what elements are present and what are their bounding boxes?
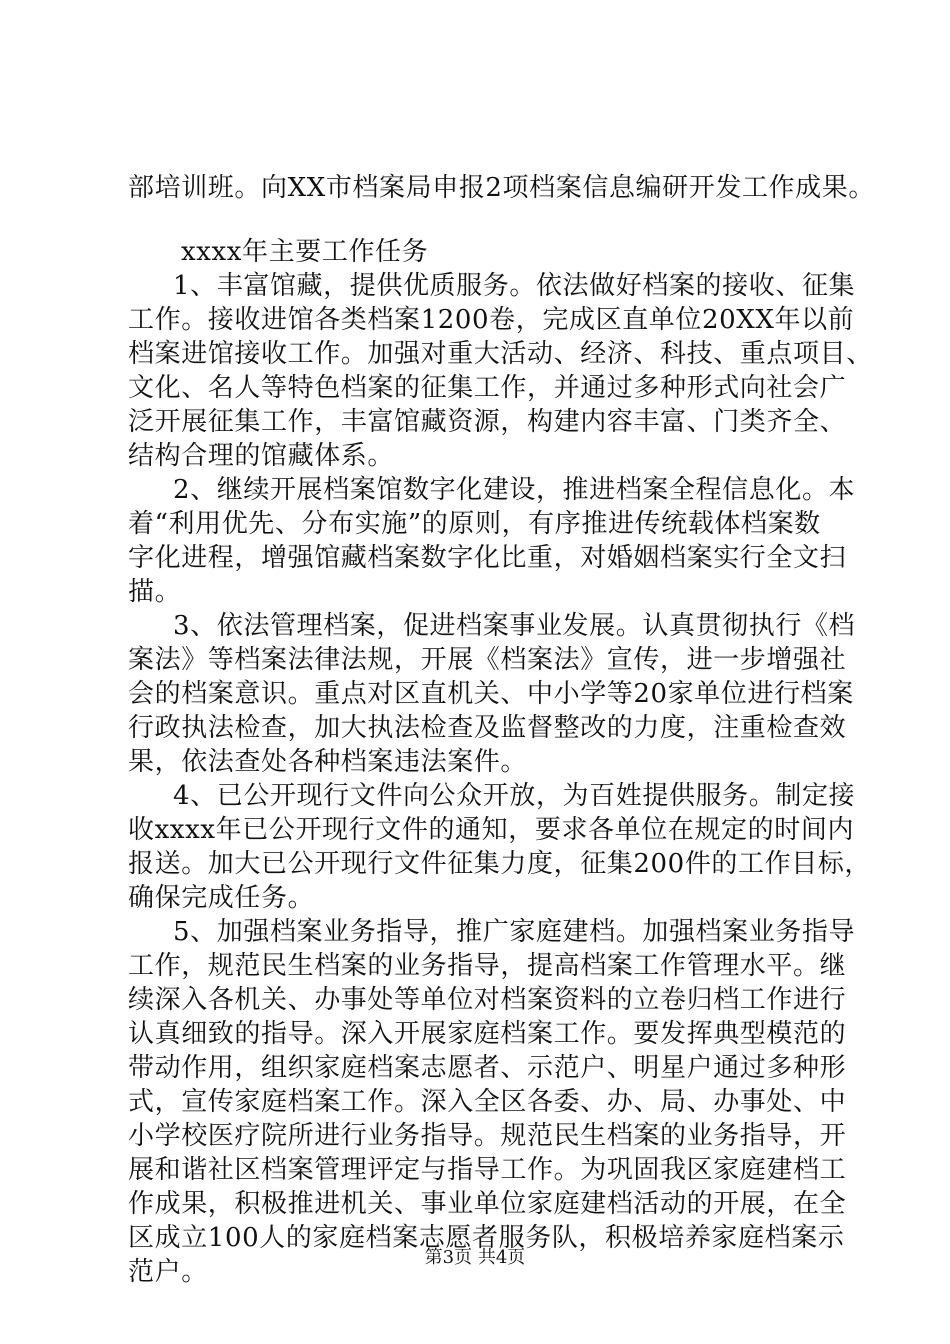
paragraph-5-line: 带动作用，组织家庭档案志愿者、示范户、明星户通过多种形 bbox=[128, 1053, 847, 1083]
continuation-line: 部培训班。向XX市档案局申报2项档案信息编研开发工作成果。 bbox=[128, 173, 875, 203]
paragraph-4-line: 报送。加大已公开现行文件征集力度，征集200件的工作目标， bbox=[128, 849, 872, 879]
paragraph-2-line: 描。 bbox=[128, 577, 182, 607]
paragraph-2-line: 字化进程，增强馆藏档案数字化比重，对婚姻档案实行全文扫 bbox=[128, 543, 847, 573]
paragraph-4-line: 收xxxx年已公开现行文件的通知，要求各单位在规定的时间内 bbox=[128, 815, 855, 845]
paragraph-5-line: 区成立100人的家庭档案志愿者服务队，积极培养家庭档案示 bbox=[128, 1223, 845, 1253]
paragraph-2-line: 着“利用优先、分布实施”的原则，有序推进传统载体档案数 bbox=[128, 509, 821, 539]
page-number-footer: 第3页 共4页 bbox=[424, 1247, 526, 1268]
paragraph-1-line: 工作。接收进馆各类档案1200卷，完成区直单位20XX年以前 bbox=[128, 305, 855, 335]
section-heading: xxxx年主要工作任务 bbox=[181, 237, 429, 267]
document-body bbox=[128, 171, 875, 1289]
paragraph-1-line: 1、丰富馆藏，提供优质服务。依法做好档案的接收、征集 bbox=[173, 271, 856, 301]
paragraph-5-line: 5、加强档案业务指导，推广家庭建档。加强档案业务指导 bbox=[173, 917, 856, 947]
paragraph-5-line: 工作，规范民生档案的业务指导，提高档案工作管理水平。继 bbox=[128, 951, 847, 981]
paragraph-1-line: 文化、名人等特色档案的征集工作，并通过多种形式向社会广 bbox=[128, 373, 847, 403]
paragraph-5-line: 作成果，积极推进机关、事业单位家庭建档活动的开展，在全 bbox=[128, 1189, 847, 1219]
paragraph-3-line: 会的档案意识。重点对区直机关、中小学等20家单位进行档案 bbox=[128, 679, 854, 709]
paragraph-4-line: 确保完成任务。 bbox=[128, 883, 315, 913]
paragraph-5-line: 认真细致的指导。深入开展家庭档案工作。要发挥典型模范的 bbox=[128, 1019, 847, 1049]
paragraph-5-line: 续深入各机关、办事处等单位对档案资料的立卷归档工作进行 bbox=[128, 985, 847, 1015]
paragraph-5-line: 小学校医疗院所进行业务指导。规范民生档案的业务指导，开 bbox=[128, 1121, 847, 1151]
paragraph-3-line: 案法》等档案法律法规，开展《档案法》宣传，进一步增强社 bbox=[128, 645, 847, 675]
paragraph-2-line: 2、继续开展档案馆数字化建设，推进档案全程信息化。本 bbox=[173, 475, 856, 505]
paragraph-3-line: 行政执法检查，加大执法检查及监督整改的力度，注重检查效 bbox=[128, 713, 847, 743]
paragraph-4-line: 4、已公开现行文件向公众开放，为百姓提供服务。制定接 bbox=[173, 781, 856, 811]
paragraph-3-line: 果，依法查处各种档案违法案件。 bbox=[128, 747, 528, 777]
paragraph-5-line: 展和谐社区档案管理评定与指导工作。为巩固我区家庭建档工 bbox=[128, 1155, 847, 1185]
paragraph-5-line: 式，宣传家庭档案工作。深入全区各委、办、局、办事处、中 bbox=[128, 1087, 847, 1117]
paragraph-1-line: 泛开展征集工作，丰富馆藏资源，构建内容丰富、门类齐全、 bbox=[128, 407, 847, 437]
paragraph-1-line: 结构合理的馆藏体系。 bbox=[128, 441, 395, 471]
paragraph-5-line: 范户。 bbox=[128, 1257, 208, 1287]
paragraph-3-line: 3、依法管理档案，促进档案事业发展。认真贯彻执行《档 bbox=[173, 611, 856, 641]
paragraph-1-line: 档案进馆接收工作。加强对重大活动、经济、科技、重点项目、 bbox=[128, 339, 873, 369]
